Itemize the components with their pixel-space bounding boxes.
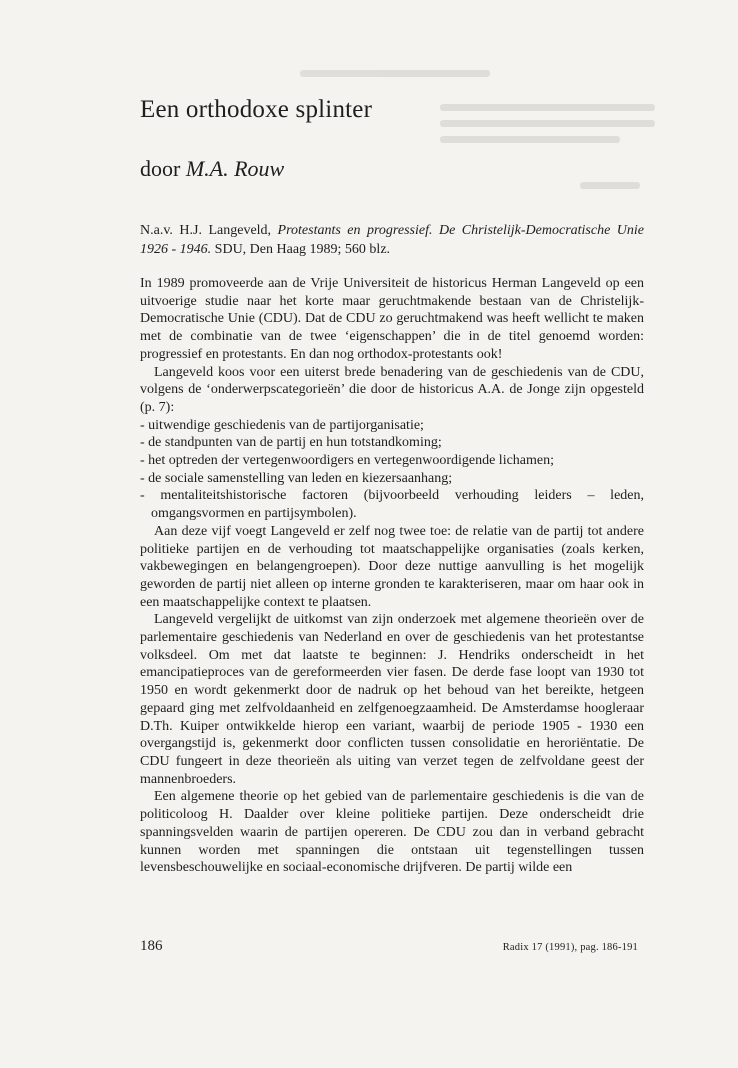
- article-title: Een orthodoxe splinter: [140, 96, 373, 123]
- paragraph-additions: Aan deze vijf voegt Langeveld er zelf nog twee toe: de relatie van de partij tot andere politieke partijen en de verhouding tot maatschappelijke organisaties (zoals kerken, vakbewegingen en belangengroepen). Door deze nuttige aanvulling is het mogelijk geworden de partij niet alleen op interne gronden te karakteriseren, maar om haar ook in een maatschappelijke context te plaatsen.: [140, 523, 644, 610]
- list-item: - de standpunten van de partij en hun totstandkoming;: [140, 435, 442, 451]
- list-item: - uitwendige geschiedenis van de partijorganisatie;: [140, 417, 424, 433]
- article-body: [140, 275, 644, 877]
- paragraph-intro: In 1989 promoveerde aan de Vrije Universiteit de historicus Herman Langeveld op een uitvoerige studie naar het korte maar geruchtmakende bestaan van de Christelijk-Democratische Unie (CDU). Dat de CDU zo geruchtmakend was heeft wellicht te maken met de combinatie van de twee ‘eigenschappen’ die in de titel genoemd worden: progressief en protestants. En dan nog orthodox-protestants ook!: [140, 276, 644, 362]
- page-number: 186: [140, 938, 163, 954]
- paragraph-approach: Langeveld koos voor een uiterst brede benadering van de geschiedenis van de CDU, volgens de ‘onderwerpscategorieën’ die door de historicus A.A. de Jonge zijn opgesteld (p. 7):: [140, 364, 644, 415]
- paragraph-theories: Langeveld vergelijkt de uitkomst van zijn onderzoek met algemene theorieën over de parlementaire geschiedenis van Nederland en over de geschiedenis van het protestantse volksdeel. Om met dat laatste te beginnen: J. Hendriks onderscheidt in het emancipatieproces van de gereformeerden vier fasen. De derde fase loopt van 1930 tot 1950 en wordt gekenmerkt door de nadruk op het behoud van het bereikte, hetgeen gepaard ging met zelfvoldaanheid en zelfgenoegzaamheid. De Amsterdamse hoogleraar D.Th. Kuiper ontwikkelde hierop een variant, waarbij de periode 1905 - 1930 een overgangstijd is, gekenmerkt door conflicten tussen consolidatie en heroriëntatie. De CDU fungeert in deze theorieën als uiting van verzet tegen de zelfvoldane geest der mannenbroeders.: [140, 612, 644, 787]
- reference-publisher: SDU, Den Haag 1989; 560 blz.: [214, 241, 391, 257]
- author-name: M.A. Rouw: [185, 156, 285, 181]
- reference-prefix: N.a.v. H.J. Langeveld,: [140, 223, 272, 238]
- category-list: [140, 417, 644, 523]
- paragraph-daalder: Een algemene theorie op het gebied van de parlementaire geschiedenis is die van de politicoloog H. Daalder over kleine politieke partijen. Deze onderscheidt drie spanningsvelden waarin de partijen opereren. De CDU zou dan in verband gebracht kunnen worden met spanningen die ontstaan uit tegenstellingen tussen levensbeschouwelijke en sociaal-economische drijfveren. De partij wilde een: [140, 789, 644, 876]
- list-item: - de sociale samenstelling van leden en kiezersaanhang;: [140, 470, 453, 486]
- list-item: - mentaliteitshistorische factoren (bijvoorbeeld verhouding leiders – leden, omgangsvormen en partijsymbolen).: [140, 488, 644, 522]
- author-line: [140, 156, 284, 182]
- book-reference: [140, 222, 644, 259]
- journal-citation: Radix 17 (1991), pag. 186-191: [502, 942, 638, 953]
- reference-book-title: Protestants en progressief. De Christelijk-Democratische Unie 1926 - 1946.: [140, 223, 645, 257]
- list-item: - het optreden der vertegenwoordigers en vertegenwoordigende lichamen;: [140, 453, 554, 469]
- author-prefix: door: [140, 156, 181, 181]
